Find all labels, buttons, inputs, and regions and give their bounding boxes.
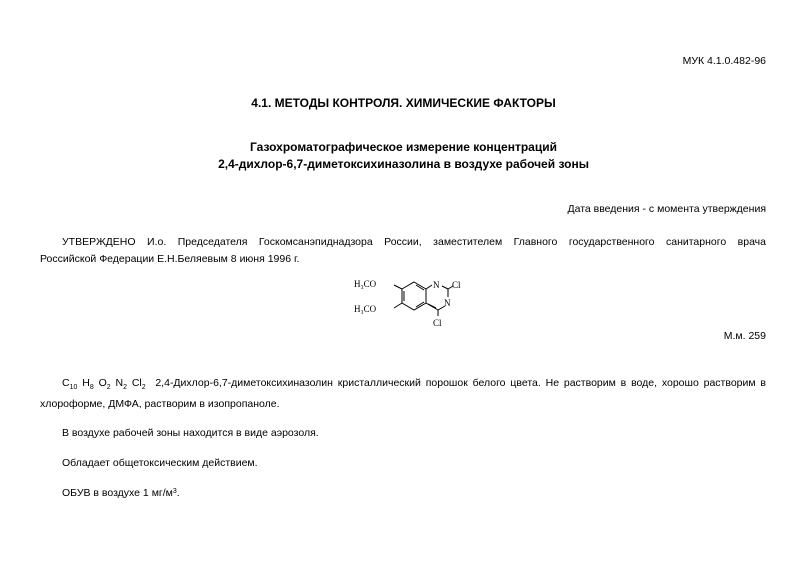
document-title-line-2: 2,4-дихлор-6,7-диметоксихиназолина в воздухе рабочей зоны — [218, 157, 589, 171]
chlorine-bottom-label: Cl — [433, 318, 442, 328]
document-title-line-1: Газохроматографическое измерение концентраций — [250, 140, 557, 154]
formula-carbon-count: 10 — [69, 384, 78, 391]
formula-paragraph — [40, 375, 766, 413]
formula-hydrogen-count: 8 — [89, 384, 94, 391]
methoxy-bottom-label: H₃CO — [354, 304, 377, 314]
formula-nitrogen: N — [115, 377, 124, 389]
obuv-text: ОБУВ в воздухе 1 мг/м — [62, 487, 173, 499]
description-line-1: 2,4-Дихлор-6,7-диметоксихиназолин кристаллический порошок белого цвета. Не растворим в воде, хорошо растворим в — [155, 377, 766, 389]
introduction-date: Дата введения - с момента утверждения — [567, 203, 766, 215]
document-title — [0, 139, 807, 173]
approval-line-2: Российской Федерации Е.Н.Беляевым 8 июня 1996 г. — [40, 253, 300, 265]
obuv-statement — [62, 487, 180, 499]
formula-chlorine: Cl — [131, 377, 142, 389]
document-code: МУК 4.1.0.482-96 — [682, 55, 766, 67]
obuv-superscript: 3 — [172, 488, 177, 495]
obuv-period: . — [176, 487, 180, 499]
aerosol-statement: В воздухе рабочей зоны находится в виде аэрозоля. — [62, 427, 319, 439]
approval-line-1: УТВЕРЖДЕНО И.о. Председателя Госкомсанэпиднадзора России, заместителем Главного государственного санитарного врача — [62, 236, 766, 248]
formula-chlorine-count: 2 — [141, 384, 146, 391]
section-title: 4.1. МЕТОДЫ КОНТРОЛЯ. ХИМИЧЕСКИЕ ФАКТОРЫ — [251, 96, 556, 110]
toxicity-statement: Обладает общетоксическим действием. — [62, 457, 258, 469]
description-line-2: хлороформе, ДМФА, растворим в изопропаноле. — [40, 398, 280, 410]
formula-oxygen-count: 2 — [106, 384, 111, 391]
formula-hydrogen: H — [82, 377, 90, 389]
formula-nitrogen-count: 2 — [123, 384, 127, 391]
formula — [62, 377, 146, 389]
formula-line-1 — [40, 375, 766, 396]
structural-formula — [352, 270, 462, 330]
formula-carbon: C — [62, 377, 70, 389]
approval-paragraph — [40, 234, 766, 268]
nitrogen-2-label: N — [444, 298, 451, 308]
molar-mass: М.м. 259 — [723, 330, 766, 342]
nitrogen-1-label: N — [433, 280, 440, 290]
methoxy-top-label: H₃CO — [354, 279, 377, 289]
chlorine-right-label: Cl — [452, 280, 461, 290]
formula-oxygen: O — [98, 377, 107, 389]
